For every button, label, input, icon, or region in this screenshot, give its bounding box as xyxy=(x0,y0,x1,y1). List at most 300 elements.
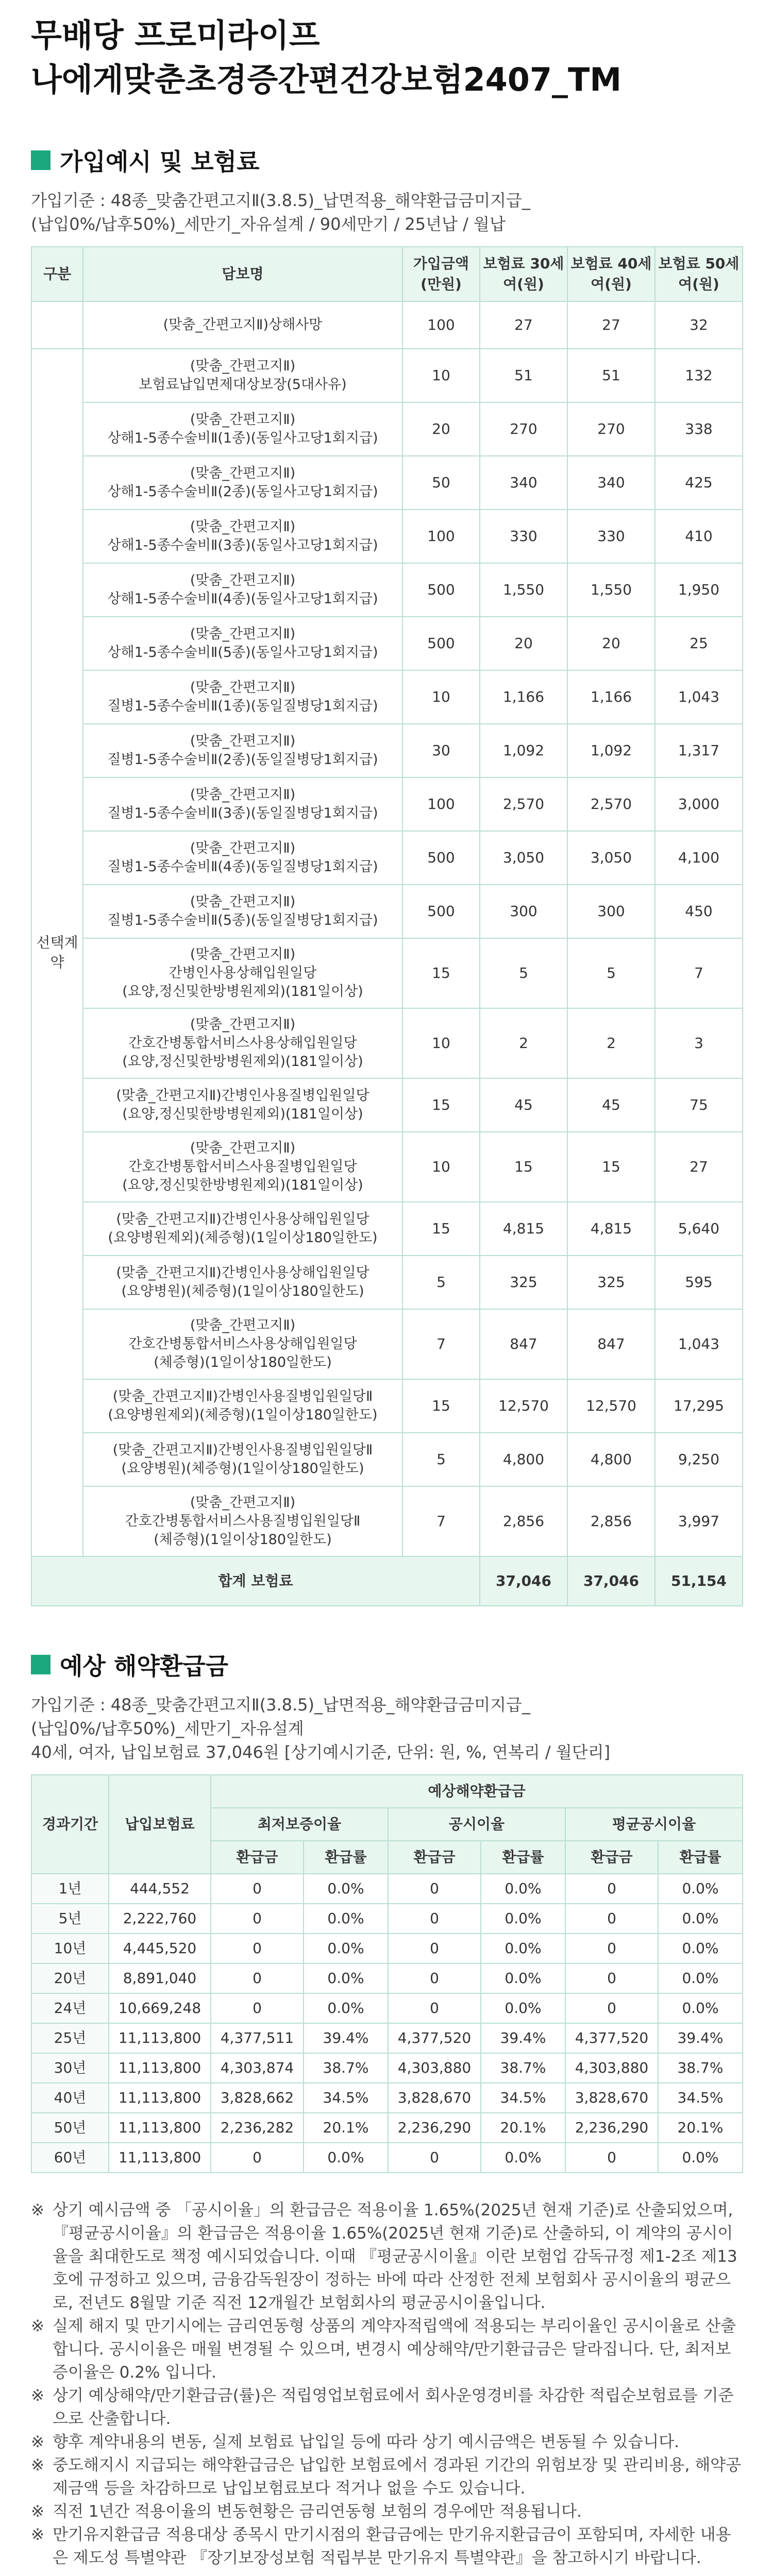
note-item xyxy=(31,2500,742,2523)
premium-row-age40: 51 xyxy=(567,349,655,402)
premium-row-age40: 5 xyxy=(567,938,655,1008)
note-item xyxy=(31,2454,742,2500)
premium-row-age50: 3,000 xyxy=(655,777,743,831)
refund-row-public-refund: 0 xyxy=(388,2143,481,2173)
refund-row-period: 60년 xyxy=(31,2143,109,2173)
refund-row-avg-ratio: 0.0% xyxy=(658,1904,743,1934)
plan-line: 상해1-5종수술비Ⅱ(4종)(동일사고당1회지급) xyxy=(107,591,378,607)
premium-row-age40: 2,570 xyxy=(567,777,655,831)
col-header-expected-refund: 예상해약환급금 xyxy=(211,1775,743,1808)
note-item xyxy=(31,2431,742,2454)
category-optional-contract: 선택계약 xyxy=(31,349,83,1556)
premium-row-age40: 340 xyxy=(567,456,655,510)
premium-row-plan xyxy=(83,1433,402,1486)
note-item xyxy=(31,2315,742,2384)
refund-row-paid: 444,552 xyxy=(109,1874,211,1904)
reference-mark-icon: ※ xyxy=(31,2456,44,2475)
plan-line: (맞춤_간편고지Ⅱ) xyxy=(190,412,296,428)
refund-row-avg-ratio: 39.4% xyxy=(658,2023,743,2053)
plan-line: 간병인사용상해입원일당 xyxy=(169,965,317,981)
premium-row-age30: 20 xyxy=(480,617,567,670)
premium-row-amount: 100 xyxy=(402,510,480,563)
refund-row-paid: 11,113,800 xyxy=(109,2053,211,2083)
refund-row-avg-refund: 0 xyxy=(565,1904,658,1934)
premium-row-age50: 4,100 xyxy=(655,831,743,885)
refund-row-period: 24년 xyxy=(31,1993,109,2023)
col-header-min-rate: 최저보증이율 xyxy=(211,1808,388,1841)
premium-row-age40: 270 xyxy=(567,402,655,456)
plan-line: (맞춤_간편고지Ⅱ) xyxy=(190,680,296,696)
refund-row-min-ratio: 34.5% xyxy=(304,2083,388,2113)
plan-line: (맞춤_간편고지Ⅱ) xyxy=(190,465,296,481)
premium-basis-line1: 가입기준 : 48종_맞춤간편고지Ⅱ(3.8.5)_납면적용_해약환급금미지급_ xyxy=(31,191,530,210)
premium-row-age50: 1,317 xyxy=(655,724,743,777)
premium-row-age50: 27 xyxy=(655,1132,743,1202)
total-label: 합계 보험료 xyxy=(31,1556,480,1606)
premium-row-age50: 595 xyxy=(655,1256,743,1309)
plan-line: (맞춤_간편고지Ⅱ) xyxy=(190,519,296,535)
refund-row-period: 30년 xyxy=(31,2053,109,2083)
col-header-ratio: 환급률 xyxy=(658,1841,743,1874)
product-title xyxy=(31,0,742,102)
refund-row-public-ratio: 0.0% xyxy=(481,1963,565,1993)
premium-section-header xyxy=(31,143,742,177)
refund-row-avg-ratio: 20.1% xyxy=(658,2113,743,2143)
refund-row-public-refund: 0 xyxy=(388,1993,481,2023)
premium-row-age50: 3 xyxy=(655,1008,743,1078)
refund-row-public-ratio: 34.5% xyxy=(481,2083,565,2113)
refund-row-paid: 10,669,248 xyxy=(109,1993,211,2023)
premium-total-row xyxy=(31,1556,743,1606)
note-text: 상기 예시금액 중 「공시이율」의 환급금은 적용이율 1.65%(2025년 현재 기준)로 산출되었으며, 『평균공시이율』의 환급금은 적용이율 1.65%(2025년 현재 기준)로 산출하되, 이 계약의 공시이율을 최대한도로 책정 예시되었습니다. 이때 『평균공시이율』이란 보험업 감독규정 제1-2조 제13호에 규정하고 있으며, 금융감독원장이 정하는 바에 따라 산정한 전체 보험회사 공시이율의 평균으로, 전년도 8월말 기준 직전 12개월간 보험회사의 평균공시이율입니다. xyxy=(53,2201,737,2312)
refund-row-public-ratio: 0.0% xyxy=(481,1874,565,1904)
premium-row-amount: 500 xyxy=(402,563,480,617)
premium-row-age30: 1,166 xyxy=(480,670,567,724)
premium-table-body xyxy=(31,301,743,1556)
reference-mark-icon: ※ xyxy=(31,2201,44,2219)
premium-row-age40: 325 xyxy=(567,1256,655,1309)
premium-row-plan xyxy=(83,402,402,456)
plan-line: (요양병원)(체증형)(1일이상180일한도) xyxy=(121,1283,364,1299)
premium-row-amount: 10 xyxy=(402,1132,480,1202)
premium-row-age30: 51 xyxy=(480,349,567,402)
premium-row-amount: 20 xyxy=(402,402,480,456)
premium-row-age30: 27 xyxy=(480,301,567,349)
refund-basis-line2: (납입0%/납후50%)_세만기_자유설계 xyxy=(31,1719,304,1738)
refund-row-avg-refund: 3,828,670 xyxy=(565,2083,658,2113)
refund-row-avg-ratio: 0.0% xyxy=(658,1874,743,1904)
refund-row-min-refund: 0 xyxy=(211,1993,304,2023)
premium-row-amount: 50 xyxy=(402,456,480,510)
plan-line: 질병1-5종수술비Ⅱ(3종)(동일질병당1회지급) xyxy=(107,805,378,821)
premium-row xyxy=(31,301,743,349)
col-header-period: 경과기간 xyxy=(31,1775,109,1874)
refund-row-min-ratio: 39.4% xyxy=(304,2023,388,2053)
premium-row-age30: 270 xyxy=(480,402,567,456)
premium-row-age30: 300 xyxy=(480,885,567,938)
premium-table-header-row xyxy=(31,247,743,301)
refund-row-paid: 11,113,800 xyxy=(109,2143,211,2173)
plan-line: (맞춤_간편고지Ⅱ) xyxy=(190,572,296,588)
col-header-avg-rate: 평균공시이율 xyxy=(565,1808,743,1841)
refund-row-paid: 2,222,760 xyxy=(109,1904,211,1934)
note-text: 중도해지시 지급되는 해약환급금은 납입한 보험료에서 경과된 기간의 위험보장 및 관리비용, 해약공제금액 등을 차감하므로 납입보험료보다 적거나 없을 수도 있습니다. xyxy=(53,2456,742,2498)
premium-row xyxy=(31,885,743,938)
plan-line: (맞춤_간편고지Ⅱ)간병인사용상해입원일당 xyxy=(116,1265,369,1281)
refund-row-avg-ratio: 0.0% xyxy=(658,2143,743,2173)
note-text: 향후 계약내용의 변동, 실제 보험료 납입일 등에 따라 상기 예시금액은 변동될 수 있습니다. xyxy=(53,2433,680,2451)
plan-line: 상해1-5종수술비Ⅱ(3종)(동일사고당1회지급) xyxy=(107,537,378,553)
plan-line: (요양,정신및한방병원제외)(181일이상) xyxy=(122,1106,363,1122)
premium-row-age50: 1,950 xyxy=(655,563,743,617)
premium-row-age30: 2,856 xyxy=(480,1486,567,1556)
refund-row-min-ratio: 20.1% xyxy=(304,2113,388,2143)
premium-row-age40: 4,800 xyxy=(567,1433,655,1486)
premium-row-age50: 25 xyxy=(655,617,743,670)
premium-row-age40: 2,856 xyxy=(567,1486,655,1556)
premium-row-age40: 300 xyxy=(567,885,655,938)
refund-row-avg-refund: 0 xyxy=(565,1934,658,1963)
refund-basis-line3: 40세, 여자, 납입보험료 37,046원 [상기예시기준, 단위: 원, %, 연복리 / 월단리] xyxy=(31,1742,611,1762)
premium-section-title: 가입예시 및 보험료 xyxy=(60,148,260,176)
premium-row-age30: 45 xyxy=(480,1078,567,1132)
premium-row xyxy=(31,456,743,510)
premium-row-plan xyxy=(83,617,402,670)
plan-line: (요양,정신및한방병원제외)(181일이상) xyxy=(122,1054,363,1070)
refund-row-public-refund: 4,303,880 xyxy=(388,2053,481,2083)
refund-row-public-refund: 2,236,290 xyxy=(388,2113,481,2143)
premium-row-age30: 4,800 xyxy=(480,1433,567,1486)
refund-header-row1 xyxy=(31,1775,743,1808)
premium-row-amount: 500 xyxy=(402,831,480,885)
refund-row-min-refund: 0 xyxy=(211,2143,304,2173)
premium-row xyxy=(31,724,743,777)
square-bullet-icon xyxy=(31,1655,51,1674)
refund-table-body xyxy=(31,1874,743,2173)
refund-row-public-ratio: 38.7% xyxy=(481,2053,565,2083)
premium-row-age50: 1,043 xyxy=(655,1309,743,1379)
plan-line: 간호간병통합서비스사용질병입원일당 xyxy=(128,1159,357,1175)
premium-row-age30: 3,050 xyxy=(480,831,567,885)
premium-row xyxy=(31,670,743,724)
refund-row-min-ratio: 0.0% xyxy=(304,1874,388,1904)
total-age40: 37,046 xyxy=(567,1556,655,1606)
refund-row-avg-ratio: 0.0% xyxy=(658,1993,743,2023)
reference-mark-icon: ※ xyxy=(31,2526,44,2544)
plan-line: (체증형)(1일이상180일한도) xyxy=(154,1532,332,1548)
premium-row-age40: 3,050 xyxy=(567,831,655,885)
refund-row-period: 25년 xyxy=(31,2023,109,2053)
premium-row-age40: 1,092 xyxy=(567,724,655,777)
refund-row-period: 1년 xyxy=(31,1874,109,1904)
premium-row-plan xyxy=(83,777,402,831)
col-header-ratio: 환급률 xyxy=(304,1841,388,1874)
note-text: 직전 1년간 적용이율의 변동현황은 금리연동형 보험의 경우에만 적용됩니다. xyxy=(53,2502,582,2521)
premium-row xyxy=(31,777,743,831)
plan-line: (요양,정신및한방병원제외)(181일이상) xyxy=(122,984,363,999)
refund-row xyxy=(31,1993,743,2023)
refund-row-public-refund: 0 xyxy=(388,1874,481,1904)
premium-row-age50: 338 xyxy=(655,402,743,456)
premium-row-age50: 5,640 xyxy=(655,1202,743,1256)
plan-line: (맞춤_간편고지Ⅱ) xyxy=(190,1495,296,1511)
premium-row xyxy=(31,563,743,617)
note-item xyxy=(31,2384,742,2431)
col-header-category: 구분 xyxy=(31,247,83,301)
premium-row-age30: 5 xyxy=(480,938,567,1008)
premium-row-age40: 27 xyxy=(567,301,655,349)
premium-row-plan xyxy=(83,1132,402,1202)
premium-row-amount: 30 xyxy=(402,724,480,777)
premium-row-amount: 15 xyxy=(402,1078,480,1132)
premium-row-age30: 2 xyxy=(480,1008,567,1078)
premium-basis-line2: (납입0%/납후50%)_세만기_자유설계 / 90세만기 / 25년납 / 월납 xyxy=(31,214,506,234)
plan-line: (맞춤_간편고지Ⅱ) xyxy=(190,894,296,910)
refund-row xyxy=(31,1874,743,1904)
plan-line: (맞춤_간편고지Ⅱ) xyxy=(190,787,296,803)
premium-row xyxy=(31,617,743,670)
refund-row-public-ratio: 20.1% xyxy=(481,2113,565,2143)
plan-line: (요양병원)(체증형)(1일이상180일한도) xyxy=(121,1461,364,1477)
premium-row-age50: 425 xyxy=(655,456,743,510)
premium-row-plan xyxy=(83,1486,402,1556)
plan-line: (맞춤_간편고지Ⅱ)간병인사용상해입원일당 xyxy=(116,1211,369,1227)
refund-section-header xyxy=(31,1648,742,1682)
plan-line: 질병1-5종수술비Ⅱ(5종)(동일질병당1회지급) xyxy=(107,912,378,928)
refund-row-min-refund: 4,303,874 xyxy=(211,2053,304,2083)
premium-row-plan xyxy=(83,885,402,938)
premium-row-age30: 15 xyxy=(480,1132,567,1202)
plan-line: (맞춤_간편고지Ⅱ) xyxy=(190,358,296,374)
premium-row-age30: 2,570 xyxy=(480,777,567,831)
plan-line: (맞춤_간편고지Ⅱ)간병인사용질병입원일당Ⅱ xyxy=(112,1442,373,1458)
premium-row-age40: 330 xyxy=(567,510,655,563)
premium-row-age50: 75 xyxy=(655,1078,743,1132)
plan-line: 보험료납입면제대상보장(5대사유) xyxy=(139,377,347,393)
premium-row-plan xyxy=(83,670,402,724)
refund-row-min-refund: 4,377,511 xyxy=(211,2023,304,2053)
plan-line: 상해1-5종수술비Ⅱ(2종)(동일사고당1회지급) xyxy=(107,484,378,500)
premium-table xyxy=(31,246,743,1606)
plan-line: 간호간병통합서비스사용상해입원일당 xyxy=(128,1336,357,1352)
premium-row-amount: 500 xyxy=(402,885,480,938)
plan-line: (맞춤_간편고지Ⅱ)간병인사용질병입원일당 xyxy=(116,1088,369,1104)
premium-row-plan xyxy=(83,1256,402,1309)
plan-line: (맞춤_간편고지Ⅱ)상해사망 xyxy=(163,317,323,333)
notes-list xyxy=(31,2199,742,2570)
premium-row-age50: 7 xyxy=(655,938,743,1008)
col-header-age30: 보험료 30세 여(원) xyxy=(480,247,567,301)
premium-row-age50: 3,997 xyxy=(655,1486,743,1556)
col-header-amount: 가입금액(만원) xyxy=(402,247,480,301)
refund-row-min-refund: 3,828,662 xyxy=(211,2083,304,2113)
refund-row-period: 20년 xyxy=(31,1963,109,1993)
refund-row-min-ratio: 0.0% xyxy=(304,1904,388,1934)
note-item xyxy=(31,2199,742,2315)
premium-row xyxy=(31,1132,743,1202)
premium-row-amount: 5 xyxy=(402,1256,480,1309)
premium-row xyxy=(31,1309,743,1379)
refund-row-public-ratio: 39.4% xyxy=(481,2023,565,2053)
refund-row-public-refund: 3,828,670 xyxy=(388,2083,481,2113)
plan-line: 질병1-5종수술비Ⅱ(2종)(동일질병당1회지급) xyxy=(107,752,378,768)
refund-row-paid: 8,891,040 xyxy=(109,1963,211,1993)
premium-row-age40: 4,815 xyxy=(567,1202,655,1256)
premium-row xyxy=(31,1433,743,1486)
refund-row-paid: 4,445,520 xyxy=(109,1934,211,1963)
plan-line: (요양병원제외)(체증형)(1일이상180일한도) xyxy=(108,1230,378,1246)
reference-mark-icon: ※ xyxy=(31,2502,44,2521)
plan-line: 상해1-5종수술비Ⅱ(5종)(동일사고당1회지급) xyxy=(107,645,378,660)
refund-row-min-ratio: 0.0% xyxy=(304,1934,388,1963)
col-header-public-rate: 공시이율 xyxy=(388,1808,565,1841)
premium-row xyxy=(31,349,743,402)
plan-line: 질병1-5종수술비Ⅱ(4종)(동일질병당1회지급) xyxy=(107,859,378,875)
refund-row-public-refund: 4,377,520 xyxy=(388,2023,481,2053)
plan-line: (요양병원제외)(체증형)(1일이상180일한도) xyxy=(108,1407,378,1423)
refund-row-period: 40년 xyxy=(31,2083,109,2113)
premium-row-plan xyxy=(83,456,402,510)
premium-row-age40: 1,550 xyxy=(567,563,655,617)
premium-row-amount: 15 xyxy=(402,1379,480,1433)
refund-row-min-refund: 2,236,282 xyxy=(211,2113,304,2143)
premium-row-age50: 132 xyxy=(655,349,743,402)
premium-row-age40: 2 xyxy=(567,1008,655,1078)
premium-row xyxy=(31,1008,743,1078)
premium-row xyxy=(31,1379,743,1433)
reference-mark-icon: ※ xyxy=(31,2433,44,2451)
refund-row-min-ratio: 0.0% xyxy=(304,1993,388,2023)
premium-row xyxy=(31,402,743,456)
premium-row-plan xyxy=(83,563,402,617)
refund-row-min-ratio: 38.7% xyxy=(304,2053,388,2083)
premium-row xyxy=(31,1486,743,1556)
premium-row-age50: 1,043 xyxy=(655,670,743,724)
premium-row-plan xyxy=(83,831,402,885)
plan-line: 질병1-5종수술비Ⅱ(1종)(동일질병당1회지급) xyxy=(107,698,378,714)
refund-row xyxy=(31,1963,743,1993)
product-title-line1: 무배당 프로미라이프 xyxy=(31,16,320,54)
refund-row-avg-refund: 0 xyxy=(565,2143,658,2173)
premium-row-age30: 12,570 xyxy=(480,1379,567,1433)
col-header-age40: 보험료 40세 여(원) xyxy=(567,247,655,301)
refund-table xyxy=(31,1774,743,2173)
refund-row-period: 10년 xyxy=(31,1934,109,1963)
refund-row-public-refund: 0 xyxy=(388,1934,481,1963)
reference-mark-icon: ※ xyxy=(31,2386,44,2405)
col-header-paid: 납입보험료 xyxy=(109,1775,211,1874)
col-header-refund: 환급금 xyxy=(565,1841,658,1874)
refund-row xyxy=(31,1904,743,1934)
plan-line: (체증형)(1일이상180일한도) xyxy=(154,1354,332,1370)
premium-row-plan xyxy=(83,1379,402,1433)
col-header-plan: 담보명 xyxy=(83,247,402,301)
refund-row-avg-ratio: 0.0% xyxy=(658,1963,743,1993)
premium-row-amount: 15 xyxy=(402,1202,480,1256)
premium-row-age30: 1,092 xyxy=(480,724,567,777)
premium-row-amount: 15 xyxy=(402,938,480,1008)
plan-line: (맞춤_간편고지Ⅱ) xyxy=(190,1317,296,1333)
col-header-age50: 보험료 50세 여(원) xyxy=(655,247,743,301)
premium-row-plan xyxy=(83,1008,402,1078)
note-text: 실제 해지 및 만기시에는 금리연동형 상품의 계약자적립액에 적용되는 부리이율인 공시이율로 산출합니다. 공시이율은 매월 변경될 수 있으며, 변경시 예상해약/만기환급금은 달라집니다. 단, 최저보증이율은 0.2% 입니다. xyxy=(53,2317,736,2382)
premium-row-plan xyxy=(83,349,402,402)
premium-row-plan xyxy=(83,301,402,349)
product-title-line2: 나에게맞춘초경증간편건강보험2407_TM xyxy=(31,61,622,98)
premium-row-age30: 1,550 xyxy=(480,563,567,617)
col-header-refund: 환급금 xyxy=(211,1841,304,1874)
premium-row-amount: 10 xyxy=(402,349,480,402)
premium-row-category-empty xyxy=(31,301,83,349)
plan-line: (맞춤_간편고지Ⅱ) xyxy=(190,733,296,749)
premium-row-amount: 100 xyxy=(402,777,480,831)
premium-basis-info xyxy=(31,189,742,236)
refund-row-avg-ratio: 38.7% xyxy=(658,2053,743,2083)
premium-row-age30: 4,815 xyxy=(480,1202,567,1256)
premium-row-plan xyxy=(83,1309,402,1379)
refund-row xyxy=(31,2053,743,2083)
refund-row xyxy=(31,2143,743,2173)
note-text: 상기 예상해약/만기환급금(률)은 적립영업보험료에서 회사운영경비를 차감한 적립순보험료를 기준으로 산출합니다. xyxy=(53,2386,734,2428)
premium-row-amount: 10 xyxy=(402,1008,480,1078)
refund-row-avg-refund: 0 xyxy=(565,1963,658,1993)
premium-row-age30: 330 xyxy=(480,510,567,563)
plan-line: (맞춤_간편고지Ⅱ) xyxy=(190,1016,296,1032)
plan-line: (맞춤_간편고지Ⅱ)간병인사용질병입원일당Ⅱ xyxy=(112,1388,373,1404)
refund-row-min-refund: 0 xyxy=(211,1934,304,1963)
refund-basis-line1: 가입기준 : 48종_맞춤간편고지Ⅱ(3.8.5)_납면적용_해약환급금미지급_ xyxy=(31,1695,530,1715)
refund-row-avg-refund: 0 xyxy=(565,1874,658,1904)
premium-row-age40: 847 xyxy=(567,1309,655,1379)
premium-row-plan xyxy=(83,1078,402,1132)
refund-row-min-ratio: 0.0% xyxy=(304,2143,388,2173)
plan-line: (맞춤_간편고지Ⅱ) xyxy=(190,1140,296,1156)
refund-row-min-refund: 0 xyxy=(211,1963,304,1993)
premium-row-age40: 12,570 xyxy=(567,1379,655,1433)
refund-section-title: 예상 해약환급금 xyxy=(60,1652,229,1680)
premium-row-plan xyxy=(83,938,402,1008)
premium-row-age50: 9,250 xyxy=(655,1433,743,1486)
refund-row-paid: 11,113,800 xyxy=(109,2023,211,2053)
plan-line: 간호간병통합서비스사용상해입원일당 xyxy=(128,1035,357,1051)
premium-row-amount: 100 xyxy=(402,301,480,349)
premium-row-amount: 10 xyxy=(402,670,480,724)
premium-row-age40: 1,166 xyxy=(567,670,655,724)
refund-row-avg-ratio: 34.5% xyxy=(658,2083,743,2113)
premium-row-amount: 7 xyxy=(402,1486,480,1556)
premium-row-plan xyxy=(83,510,402,563)
premium-row-age40: 15 xyxy=(567,1132,655,1202)
refund-row-period: 5년 xyxy=(31,1904,109,1934)
plan-line: (요양,정신및한방병원제외)(181일이상) xyxy=(122,1177,363,1193)
premium-row-age40: 20 xyxy=(567,617,655,670)
premium-row xyxy=(31,938,743,1008)
refund-basis-info xyxy=(31,1693,742,1764)
refund-row-min-refund: 0 xyxy=(211,1904,304,1934)
col-header-ratio: 환급률 xyxy=(481,1841,565,1874)
refund-row xyxy=(31,2113,743,2143)
premium-row-age30: 340 xyxy=(480,456,567,510)
refund-row xyxy=(31,2083,743,2113)
refund-row-avg-refund: 4,377,520 xyxy=(565,2023,658,2053)
total-age50: 51,154 xyxy=(655,1556,743,1606)
refund-row-public-refund: 0 xyxy=(388,1904,481,1934)
refund-row-public-ratio: 0.0% xyxy=(481,1993,565,2023)
premium-row-age50: 410 xyxy=(655,510,743,563)
total-age30: 37,046 xyxy=(480,1556,567,1606)
premium-row-amount: 500 xyxy=(402,617,480,670)
col-header-refund: 환급금 xyxy=(388,1841,481,1874)
